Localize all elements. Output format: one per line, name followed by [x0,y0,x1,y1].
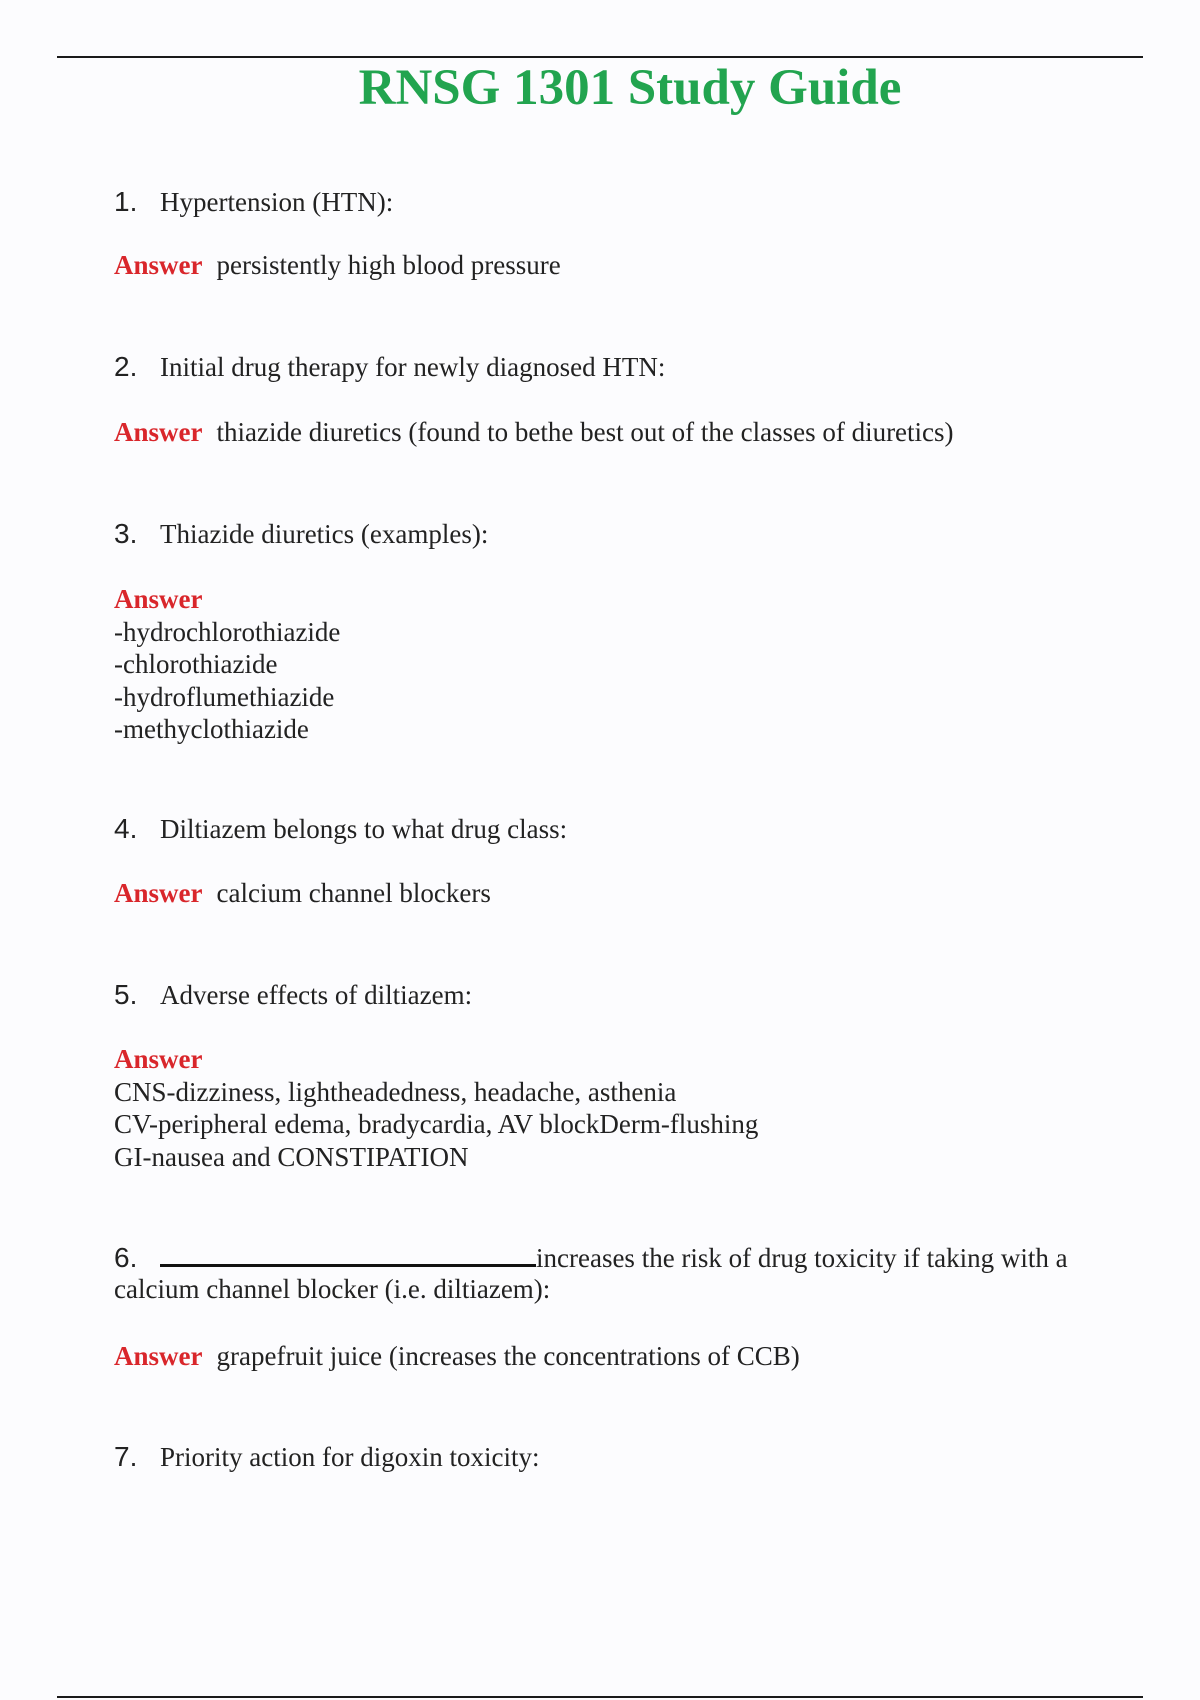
answer-2 [114,416,954,449]
answer-1 [114,249,561,282]
question-text: increases the risk of drug toxicity if taking with a calcium channel blocker (i.e. diltiazem): [114,1243,1068,1304]
question-3 [114,518,488,550]
answer-line: -hydrochlorothiazide [114,616,341,647]
answer-text: thiazide diuretics (found to bethe best out of the classes of diuretics) [216,417,954,447]
answer-6 [114,1340,800,1373]
fill-in-blank [160,1242,536,1267]
question-4 [114,813,567,845]
answer-5 [114,1043,758,1173]
question-5 [114,979,472,1011]
question-2 [114,351,665,383]
question-text: Thiazide diuretics (examples): [160,519,489,549]
question-1 [114,186,393,218]
question-number: 4. [114,813,138,844]
answer-line: CV-peripheral edema, bradycardia, AV blockDerm-flushing [114,1109,759,1139]
answer-label: Answer [114,1044,203,1074]
answer-line: -chlorothiazide [114,649,278,679]
question-text: Priority action for digoxin toxicity: [160,1442,540,1472]
answer-label: Answer [114,584,203,614]
question-6 [114,1242,1114,1305]
answer-3 [114,583,340,746]
question-text: Hypertension (HTN): [160,187,394,217]
answer-label: Answer [114,250,203,280]
answer-text: calcium channel blockers [216,878,491,908]
answer-label: Answer [114,417,203,447]
bottom-rule [57,1696,1143,1698]
answer-line: -hydroflumethiazide [114,681,335,712]
question-text: Diltiazem belongs to what drug class: [160,814,568,844]
answer-label: Answer [114,878,203,908]
answer-text: persistently high blood pressure [216,250,561,280]
question-text: Adverse effects of diltiazem: [160,980,473,1010]
question-text: Initial drug therapy for newly diagnosed HTN: [160,352,666,382]
question-number: 5. [114,979,138,1010]
question-number: 7. [114,1441,138,1472]
question-7 [114,1441,539,1473]
question-number: 6. [114,1242,138,1273]
answer-label: Answer [114,1341,203,1371]
question-number: 1. [114,186,138,217]
answer-line: GI-nausea and CONSTIPATION [114,1141,469,1172]
page-title: RNSG 1301 Study Guide [358,60,902,116]
answer-line: -methyclothiazide [114,714,309,744]
question-number: 2. [114,351,138,382]
answer-text: grapefruit juice (increases the concentrations of CCB) [216,1341,800,1371]
answer-line: CNS-dizziness, lightheadedness, headache, asthenia [114,1076,677,1107]
answer-4 [114,877,491,910]
question-number: 3. [114,518,138,549]
